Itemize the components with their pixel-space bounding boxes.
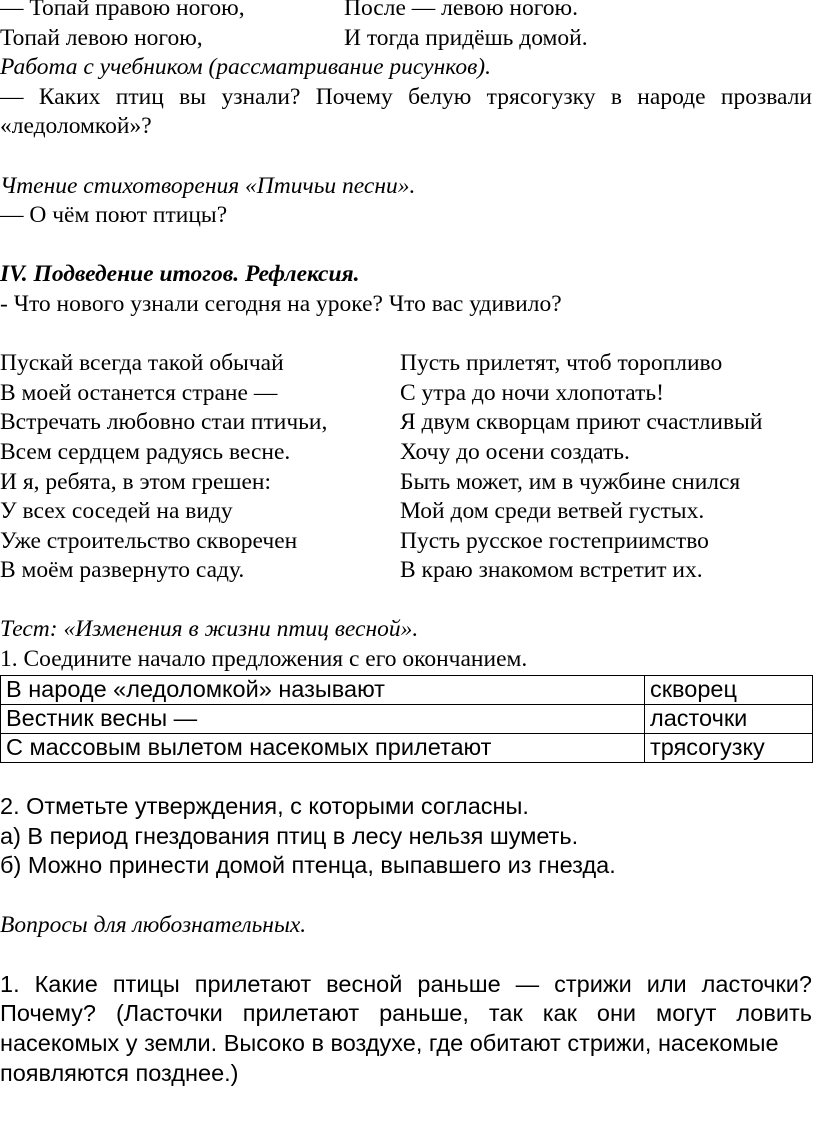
- table-cell-end: ласточки: [645, 704, 813, 733]
- table-row: [1, 675, 813, 704]
- poem-line-left: Пускай всегда такой обычай: [0, 350, 284, 377]
- poem-row: [0, 497, 816, 527]
- poem-line-right: В краю знакомом встретит их.: [400, 557, 703, 584]
- poem-line-left: Уже строительство скворечен: [0, 527, 298, 554]
- poem: [0, 349, 816, 586]
- poem-row: [0, 556, 816, 586]
- table-cell-start: В народе «ледоломкой» называют: [1, 675, 645, 704]
- poem-reading-heading: Чтение стихотворения «Птичьи песни».: [0, 172, 416, 199]
- table-cell-start: С массовым вылетом насекомых прилетают: [1, 733, 645, 762]
- table-cell-end: трясогузку: [645, 733, 813, 762]
- rhyme-line: После — левою ногою.: [344, 0, 578, 21]
- table-cell-end: скворец: [645, 675, 813, 704]
- curious-heading: Вопросы для любознательных.: [0, 911, 307, 938]
- poem-row: [0, 379, 816, 409]
- poem-line-right: Пусть русское гостеприимство: [400, 527, 709, 554]
- textbook-question-line: — Каких птиц вы узнали? Почему белую трясогузку в народе прозвали: [0, 83, 812, 110]
- summary-heading: IV. Подведение итогов. Рефлексия.: [0, 261, 360, 288]
- curious-question-line: 1. Какие птицы прилетают весной раньше — стрижи или ласточки?: [0, 970, 812, 997]
- rhyme-row: [0, 24, 816, 54]
- matching-table: [0, 675, 813, 763]
- poem-line-left: В моей останется стране —: [0, 379, 278, 406]
- poem-line-right: Пусть прилетят, чтоб торопливо: [400, 350, 723, 377]
- poem-line-right: Мой дом среди ветвей густых.: [400, 498, 705, 525]
- textbook-question-line: «ледоломкой»?: [0, 113, 152, 140]
- test-option-a: а) В период гнездования птиц в лесу нельзя шуметь.: [0, 822, 579, 849]
- table-cell-start: Вестник весны —: [1, 704, 645, 733]
- poem-line-right: Быть может, им в чужбине снился: [400, 468, 741, 495]
- poem-line-left: В моём развернуто саду.: [0, 557, 245, 584]
- poem-row: [0, 527, 816, 557]
- test-option-b: б) Можно принести домой птенца, выпавшего из гнезда.: [0, 852, 616, 879]
- poem-row: [0, 349, 816, 379]
- curious-question-line: насекомых у земли. Высоко в воздухе, где обитают стрижи, насекомые: [0, 1030, 779, 1056]
- poem-line-left: У всех соседей на виду: [0, 498, 233, 525]
- poem-line-right: С утра до ночи хлопотать!: [400, 379, 664, 406]
- poem-row: [0, 468, 816, 498]
- poem-row: [0, 438, 816, 468]
- spacer: [0, 142, 816, 172]
- test-heading: Тест: «Изменения в жизни птиц весной».: [0, 616, 419, 643]
- spacer: [0, 586, 816, 616]
- rhyme-line: — Топай правою ногою,: [0, 0, 245, 21]
- spacer: [0, 231, 816, 261]
- test-task-2: 2. Отметьте утверждения, с которыми согласны.: [0, 793, 529, 820]
- rhyme-line: Топай левою ногою,: [0, 24, 203, 51]
- table-row: [1, 704, 813, 733]
- poem-line-right: Хочу до осени создать.: [400, 438, 630, 465]
- poem-reading-question: — О чём поют птицы?: [0, 202, 228, 229]
- rhyme-line: И тогда придёшь домой.: [344, 24, 588, 51]
- spacer: [0, 940, 816, 970]
- spacer: [0, 320, 816, 350]
- summary-question: - Что нового узнали сегодня на уроке? Что вас удивило?: [0, 290, 562, 317]
- poem-line-left: И я, ребята, в этом грешен:: [0, 468, 272, 495]
- spacer: [0, 763, 816, 793]
- spacer: [0, 881, 816, 911]
- textbook-heading: Работа с учебником (рассматривание рисунков).: [0, 54, 491, 81]
- table-row: [1, 733, 813, 762]
- test-task-1: 1. Соедините начало предложения с его окончанием.: [0, 646, 528, 673]
- poem-row: [0, 408, 816, 438]
- poem-line-left: Встречать любовно стаи птичьи,: [0, 409, 328, 436]
- curious-question-line: Почему? (Ласточки прилетают раньше, так как они могут ловить: [0, 1000, 812, 1027]
- rhyme-row: [0, 0, 816, 24]
- curious-question-line: появляются позднее.): [0, 1059, 239, 1086]
- poem-line-left: Всем сердцем радуясь весне.: [0, 438, 291, 465]
- poem-line-right: Я двум скворцам приют счастливый: [400, 409, 763, 436]
